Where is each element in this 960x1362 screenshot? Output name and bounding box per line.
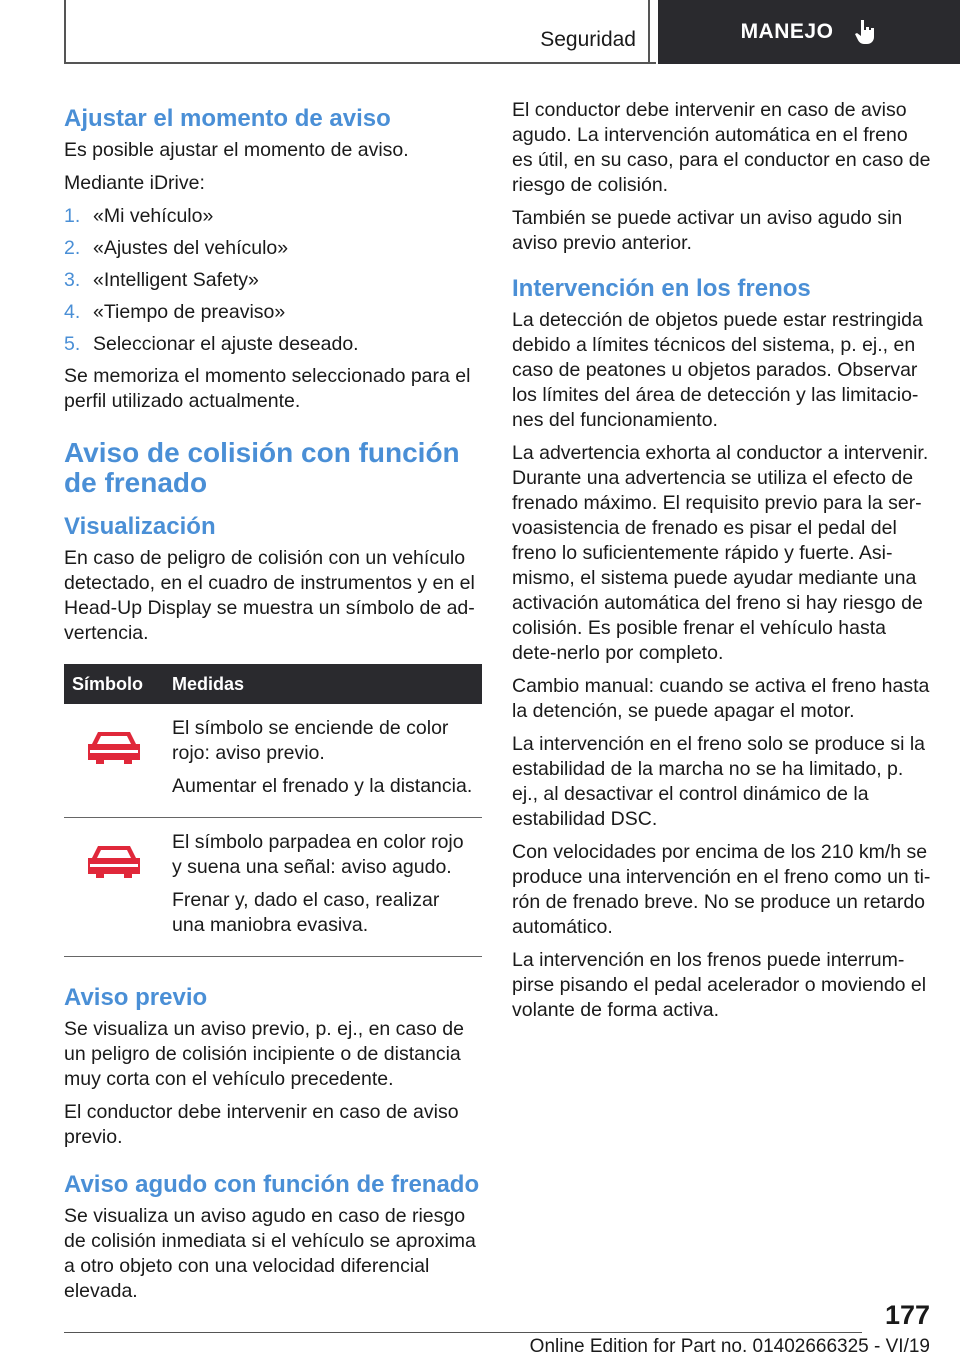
step-text: Seleccionar el ajuste deseado. bbox=[93, 333, 359, 355]
paragraph: En caso de peligro de colisión con un vehículo detectado, en el cuadro de instrumentos y en el Head-Up Display se muestra un símbolo de ad-vertencia. bbox=[64, 547, 475, 644]
hand-pointer-icon bbox=[855, 18, 877, 46]
symbol-cell bbox=[64, 704, 164, 818]
paragraph: Con velocidades por encima de los 210 km/h se produce una intervención en el freno como un ti-rón de frenado breve. No se produce un retardo automático. bbox=[512, 841, 931, 938]
car-warning-icon bbox=[86, 840, 142, 880]
list-item bbox=[64, 332, 482, 357]
car-warning-icon bbox=[86, 726, 142, 766]
paragraph: Mediante iDrive: bbox=[64, 172, 205, 194]
paragraph: La intervención en el freno solo se produce si la estabilidad de la marcha no se ha limitado, p. ej., al desactivar el control dinámico de la estabilidad DSC. bbox=[512, 733, 926, 830]
header-left-border bbox=[64, 0, 66, 64]
header-rule bbox=[64, 62, 656, 64]
paragraph: El conductor debe intervenir en caso de aviso agudo. La intervención automática en el freno es útil, en su caso, para el conductor en caso de riesgo de colisión. bbox=[512, 99, 931, 196]
paragraph: La advertencia exhorta al conductor a intervenir. Durante una advertencia se utiliza el efecto de frenado máximo. El requisito previo para la ser-voasistencia de frenado es pisar el pedal del freno lo suficientemente rápido y fuerte. Asi-mismo, el sistema puede ayudar mediante una activación automática del freno si hay riesgo de colisión. Es posible frenar el vehículo hasta dete-nerlo por completo. bbox=[512, 442, 929, 664]
heading-intervencion-frenos: Intervención en los frenos bbox=[512, 275, 811, 302]
step-number: 5. bbox=[64, 333, 81, 355]
step-text: «Mi vehículo» bbox=[93, 205, 214, 227]
measures-cell bbox=[164, 704, 482, 818]
paragraph: Se visualiza un aviso agudo en caso de riesgo de colisión inmediata si el vehículo se aproxima a otro objeto con una velocidad diferencial elevada. bbox=[64, 1205, 476, 1302]
list-item bbox=[64, 268, 482, 293]
heading-visualizacion: Visualización bbox=[64, 513, 216, 540]
page-number: 177 bbox=[884, 1300, 930, 1330]
heading-aviso-previo: Aviso previo bbox=[64, 984, 208, 1011]
step-text: «Ajustes del vehículo» bbox=[93, 237, 289, 259]
step-number: 1. bbox=[64, 205, 81, 227]
right-column bbox=[512, 98, 932, 1031]
list-item bbox=[64, 300, 482, 325]
step-number: 3. bbox=[64, 269, 81, 291]
measure-text: El símbolo parpadea en color rojo y suena una señal: aviso agudo. bbox=[172, 831, 464, 878]
paragraph: Se memoriza el momento seleccionado para el perfil utilizado actualmente. bbox=[64, 365, 471, 412]
list-item bbox=[64, 236, 482, 261]
table-row bbox=[64, 704, 482, 818]
chapter-title: MANEJO bbox=[740, 20, 834, 43]
header-right-border bbox=[648, 0, 650, 64]
symbol-cell bbox=[64, 818, 164, 957]
edition-info: Online Edition for Part no. 01402666325 - VI/19 bbox=[529, 1336, 930, 1357]
table-row bbox=[64, 818, 482, 957]
step-text: «Intelligent Safety» bbox=[93, 269, 259, 291]
paragraph: La detección de objetos puede estar restringida debido a límites técnicos del sistema, p. ej., en caso de peatones u objetos parados. Observar los límites del área de detección y las limitacio-nes del funcionamiento. bbox=[512, 309, 923, 431]
column-header-measures: Medidas bbox=[164, 664, 482, 704]
chapter-tab bbox=[658, 0, 960, 64]
measure-text: Aumentar el frenado y la distancia. bbox=[172, 775, 473, 797]
paragraph: También se puede activar un aviso agudo sin aviso previo anterior. bbox=[512, 207, 903, 254]
left-column bbox=[64, 98, 482, 1312]
list-item bbox=[64, 204, 482, 229]
step-text: «Tiempo de preaviso» bbox=[93, 301, 286, 323]
heading-aviso-colision: Aviso de colisión con función de frenado bbox=[64, 437, 460, 498]
heading-aviso-agudo: Aviso agudo con función de frenado bbox=[64, 1171, 480, 1198]
paragraph: Es posible ajustar el momento de aviso. bbox=[64, 139, 409, 161]
paragraph: Se visualiza un aviso previo, p. ej., en caso de un peligro de colisión incipiente o de distancia muy corta con el vehículo precedente. bbox=[64, 1018, 464, 1090]
symbol-table bbox=[64, 664, 482, 957]
idrive-steps-list bbox=[64, 204, 482, 357]
table-header-row bbox=[64, 664, 482, 704]
measure-text: Frenar y, dado el caso, realizar una maniobra evasiva. bbox=[172, 889, 440, 936]
paragraph: El conductor debe intervenir en caso de aviso previo. bbox=[64, 1101, 459, 1148]
footer-rule bbox=[64, 1332, 862, 1333]
step-number: 2. bbox=[64, 237, 81, 259]
column-header-symbol: Símbolo bbox=[64, 664, 164, 704]
paragraph: La intervención en los frenos puede interrum-pirse pisando el pedal acelerador o moviendo el volante de forma activa. bbox=[512, 949, 927, 1021]
measure-text: El símbolo se enciende de color rojo: aviso previo. bbox=[172, 717, 449, 764]
section-title: Seguridad bbox=[540, 28, 636, 51]
heading-ajustar-momento: Ajustar el momento de aviso bbox=[64, 105, 391, 132]
step-number: 4. bbox=[64, 301, 81, 323]
paragraph: Cambio manual: cuando se activa el freno hasta la detención, se puede apagar el motor. bbox=[512, 675, 930, 722]
measures-cell bbox=[164, 818, 482, 957]
